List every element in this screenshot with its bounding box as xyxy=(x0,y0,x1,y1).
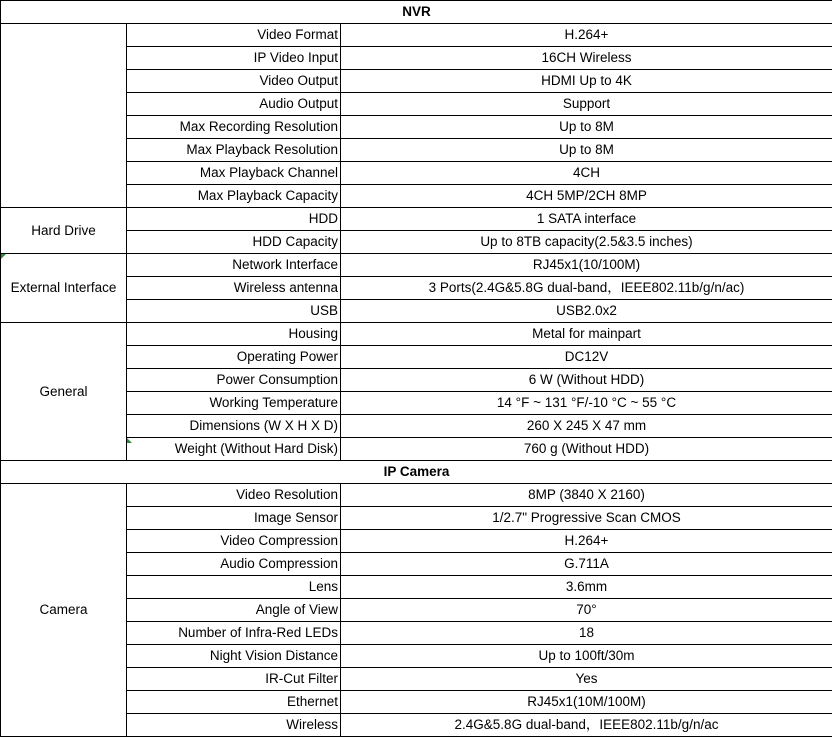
spec-value: 6 W (Without HDD) xyxy=(341,369,832,392)
spec-row xyxy=(1,323,832,346)
group-label: External Interface xyxy=(1,254,127,323)
spec-value: 8MP (3840 X 2160) xyxy=(341,484,832,507)
spec-label: Video Format xyxy=(127,24,341,47)
spec-value: USB2.0x2 xyxy=(341,300,832,323)
comment-marker-icon xyxy=(127,438,132,443)
spec-label: IR-Cut Filter xyxy=(127,668,341,691)
spec-value: 3.6mm xyxy=(341,576,832,599)
spec-value: 14 °F ~ 131 °F/-10 °C ~ 55 °C xyxy=(341,392,832,415)
spec-label: Audio Compression xyxy=(127,553,341,576)
group-label: General xyxy=(1,323,127,461)
spec-row xyxy=(1,254,832,277)
spec-label: Ethernet xyxy=(127,691,341,714)
spec-value: DC12V xyxy=(341,346,832,369)
spec-label: Video Output xyxy=(127,70,341,93)
spec-row xyxy=(1,484,832,507)
spec-value: Up to 8M xyxy=(341,116,832,139)
spec-label: HDD Capacity xyxy=(127,231,341,254)
spec-value: HDMI Up to 4K xyxy=(341,70,832,93)
spec-label: Night Vision Distance xyxy=(127,645,341,668)
section-title: IP Camera xyxy=(1,461,832,484)
spec-label: Weight (Without Hard Disk) xyxy=(127,438,341,461)
spec-label: HDD xyxy=(127,208,341,231)
spec-label: Wireless xyxy=(127,714,341,737)
spec-value: 2.4G&5.8G dual-band，IEEE802.11b/g/n/ac xyxy=(341,714,832,737)
spec-label: Max Playback Channel xyxy=(127,162,341,185)
spec-label: Operating Power xyxy=(127,346,341,369)
spec-value: 3 Ports(2.4G&5.8G dual-band，IEEE802.11b/g/n/ac) xyxy=(341,277,832,300)
spec-value: RJ45x1(10/100M) xyxy=(341,254,832,277)
spec-label: Audio Output xyxy=(127,93,341,116)
spec-value: 760 g (Without HDD) xyxy=(341,438,832,461)
spec-label: Network Interface xyxy=(127,254,341,277)
spec-label: Image Sensor xyxy=(127,507,341,530)
spec-value: G.711A xyxy=(341,553,832,576)
spec-value: H.264+ xyxy=(341,530,832,553)
spec-label: Max Playback Resolution xyxy=(127,139,341,162)
spec-label: Dimensions (W X H X D) xyxy=(127,415,341,438)
comment-marker-icon xyxy=(1,254,6,259)
spec-value: H.264+ xyxy=(341,24,832,47)
spec-label: USB xyxy=(127,300,341,323)
spec-value: 16CH Wireless xyxy=(341,47,832,70)
spec-label: Max Playback Capacity xyxy=(127,185,341,208)
spec-value: 260 X 245 X 47 mm xyxy=(341,415,832,438)
section-header-row xyxy=(1,1,832,24)
spec-value: Support xyxy=(341,93,832,116)
spec-label: Number of Infra-Red LEDs xyxy=(127,622,341,645)
spec-value: Up to 100ft/30m xyxy=(341,645,832,668)
spec-label: Working Temperature xyxy=(127,392,341,415)
spec-value: Up to 8M xyxy=(341,139,832,162)
spec-label: IP Video Input xyxy=(127,47,341,70)
spec-label: Lens xyxy=(127,576,341,599)
spec-value: 4CH 5MP/2CH 8MP xyxy=(341,185,832,208)
spec-label: Wireless antenna xyxy=(127,277,341,300)
spec-value: 1 SATA interface xyxy=(341,208,832,231)
spec-value: 1/2.7" Progressive Scan CMOS xyxy=(341,507,832,530)
spec-value: Up to 8TB capacity(2.5&3.5 inches) xyxy=(341,231,832,254)
spec-row xyxy=(1,208,832,231)
group-label: Camera xyxy=(1,484,127,737)
spec-table-body xyxy=(1,1,832,737)
spec-value: 70° xyxy=(341,599,832,622)
spec-label: Video Resolution xyxy=(127,484,341,507)
spec-value: 4CH xyxy=(341,162,832,185)
spec-label: Power Consumption xyxy=(127,369,341,392)
spec-label: Max Recording Resolution xyxy=(127,116,341,139)
group-label xyxy=(1,24,127,208)
spec-row xyxy=(1,24,832,47)
spec-label: Housing xyxy=(127,323,341,346)
spec-label: Video Compression xyxy=(127,530,341,553)
spec-label: Angle of View xyxy=(127,599,341,622)
section-header-row xyxy=(1,461,832,484)
spec-value: RJ45x1(10M/100M) xyxy=(341,691,832,714)
section-title: NVR xyxy=(1,1,832,24)
spec-value: Yes xyxy=(341,668,832,691)
spec-value: Metal for mainpart xyxy=(341,323,832,346)
spec-value: 18 xyxy=(341,622,832,645)
group-label: Hard Drive xyxy=(1,208,127,254)
